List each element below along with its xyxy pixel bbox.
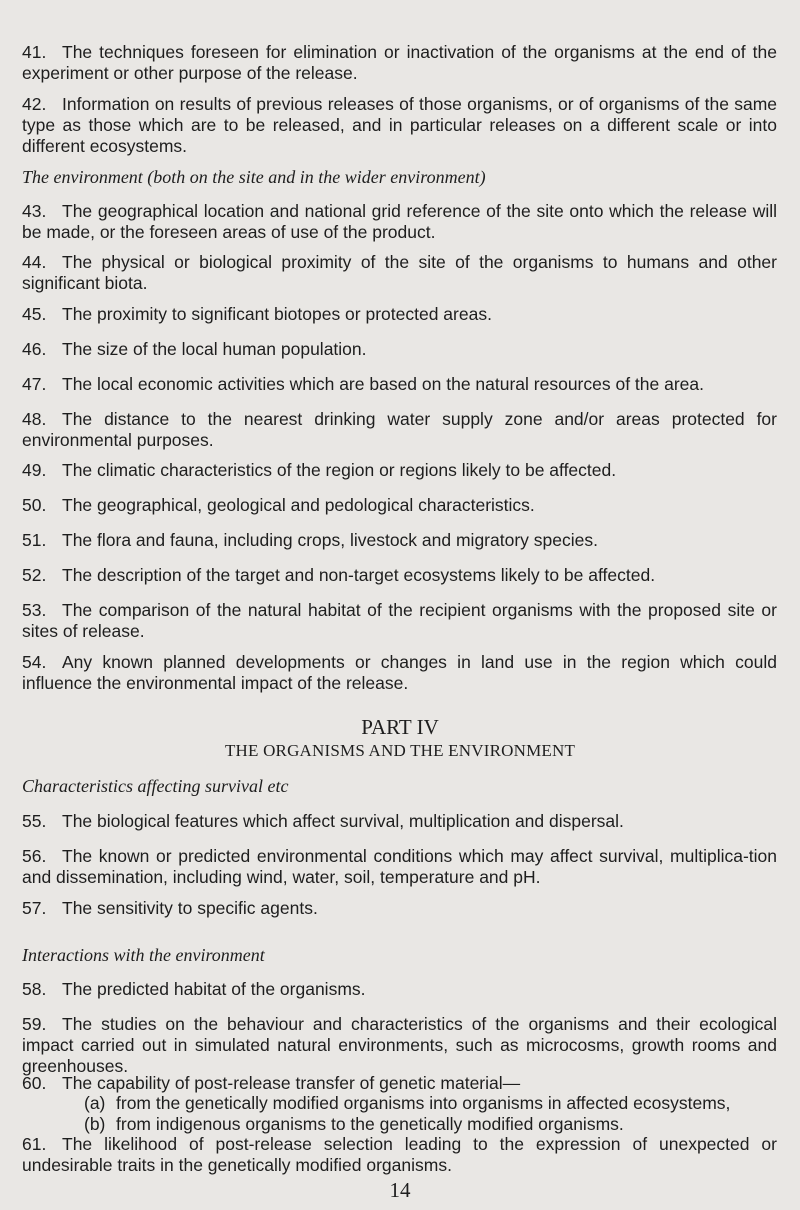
item-52	[22, 565, 777, 586]
item-text: The predicted habitat of the organisms.	[62, 979, 366, 999]
item-text: The proximity to significant biotopes or protected areas.	[62, 304, 492, 324]
item-60	[22, 1073, 777, 1094]
item-60-b	[84, 1114, 624, 1135]
item-54	[22, 652, 777, 694]
item-text: The known or predicted environmental conditions which may affect survival, multiplica-tion and dissemination, including wind, water, soil, temperature and pH.	[22, 846, 777, 887]
item-number: 43.	[22, 201, 47, 221]
item-text: The likelihood of post-release selection leading to the expression of unexpected or undesirable traits in the genetically modified organisms.	[22, 1134, 777, 1175]
item-number: 58.	[22, 979, 47, 999]
item-text: The description of the target and non-target ecosystems likely to be affected.	[62, 565, 656, 585]
item-59	[22, 1014, 777, 1077]
item-number: 52.	[22, 565, 47, 585]
item-number: 41.	[22, 42, 47, 62]
item-number: 47.	[22, 374, 47, 394]
page-number: 14	[389, 1178, 411, 1202]
item-number: 60.	[22, 1073, 47, 1093]
item-text: The biological features which affect survival, multiplication and dispersal.	[62, 811, 624, 831]
item-text: The flora and fauna, including crops, livestock and migratory species.	[62, 530, 598, 550]
item-44	[22, 252, 777, 294]
item-61	[22, 1134, 777, 1176]
item-46	[22, 339, 777, 360]
item-number: 56.	[22, 846, 47, 866]
item-text: The climatic characteristics of the region or regions likely to be affected.	[62, 460, 617, 480]
item-text: The capability of post-release transfer of genetic material—	[62, 1073, 521, 1093]
sub-item-text: from the genetically modified organisms into organisms in affected ecosystems,	[116, 1093, 731, 1113]
item-text: Any known planned developments or changes in land use in the region which could influence the environmental impact of the release.	[22, 652, 777, 693]
item-number: 51.	[22, 530, 47, 550]
item-text: The sensitivity to specific agents.	[62, 898, 318, 918]
item-56	[22, 846, 777, 888]
item-53	[22, 600, 777, 642]
item-57	[22, 898, 777, 919]
item-number: 57.	[22, 898, 47, 918]
item-49	[22, 460, 777, 481]
item-number: 48.	[22, 409, 47, 429]
sub-item-label: (b)	[84, 1114, 106, 1134]
item-number: 49.	[22, 460, 47, 480]
item-text: The physical or biological proximity of the site of the organisms to humans and other significant biota.	[22, 252, 777, 293]
item-58	[22, 979, 777, 1000]
item-50	[22, 495, 777, 516]
item-47	[22, 374, 777, 395]
item-text: The size of the local human population.	[62, 339, 367, 359]
section-heading-environment: The environment (both on the site and in the wider environment)	[22, 167, 486, 187]
item-text: The techniques foreseen for elimination or inactivation of the organisms at the end of the experiment or other purpose of the release.	[22, 42, 777, 83]
item-number: 61.	[22, 1134, 47, 1154]
item-number: 50.	[22, 495, 47, 515]
sub-item-label: (a)	[84, 1093, 106, 1113]
item-48	[22, 409, 777, 451]
item-text: Information on results of previous releases of those organisms, or of organisms of the same type as those which are to be released, and in particular releases on a different scale or into different ecosystems.	[22, 94, 777, 156]
section-heading-interactions: Interactions with the environment	[22, 945, 265, 965]
item-number: 55.	[22, 811, 47, 831]
item-51	[22, 530, 777, 551]
item-text: The distance to the nearest drinking water supply zone and/or areas protected for environmental purposes.	[22, 409, 777, 450]
item-text: The geographical, geological and pedological characteristics.	[62, 495, 535, 515]
part-subtitle: THE ORGANISMS AND THE ENVIRONMENT	[224, 741, 576, 760]
item-number: 44.	[22, 252, 47, 272]
item-number: 53.	[22, 600, 47, 620]
item-text: The studies on the behaviour and characteristics of the organisms and their ecological impact carried out in simulated natural environments, such as microcosms, growth rooms and greenhouses.	[22, 1014, 777, 1076]
item-number: 46.	[22, 339, 47, 359]
item-text: The local economic activities which are based on the natural resources of the area.	[62, 374, 705, 394]
item-text: The geographical location and national grid reference of the site onto which the release will be made, or the foreseen areas of use of the product.	[22, 201, 777, 242]
section-heading-survival: Characteristics affecting survival etc	[22, 776, 289, 796]
item-text: The comparison of the natural habitat of the recipient organisms with the proposed site or sites of release.	[22, 600, 777, 641]
item-60-a	[84, 1093, 730, 1114]
part-title: PART IV	[361, 715, 439, 739]
item-number: 45.	[22, 304, 47, 324]
item-43	[22, 201, 777, 243]
item-55	[22, 811, 777, 832]
item-number: 59.	[22, 1014, 47, 1034]
item-41	[22, 42, 777, 84]
item-45	[22, 304, 777, 325]
item-number: 42.	[22, 94, 47, 114]
item-42	[22, 94, 777, 157]
sub-item-text: from indigenous organisms to the genetically modified organisms.	[116, 1114, 624, 1134]
item-number: 54.	[22, 652, 47, 672]
